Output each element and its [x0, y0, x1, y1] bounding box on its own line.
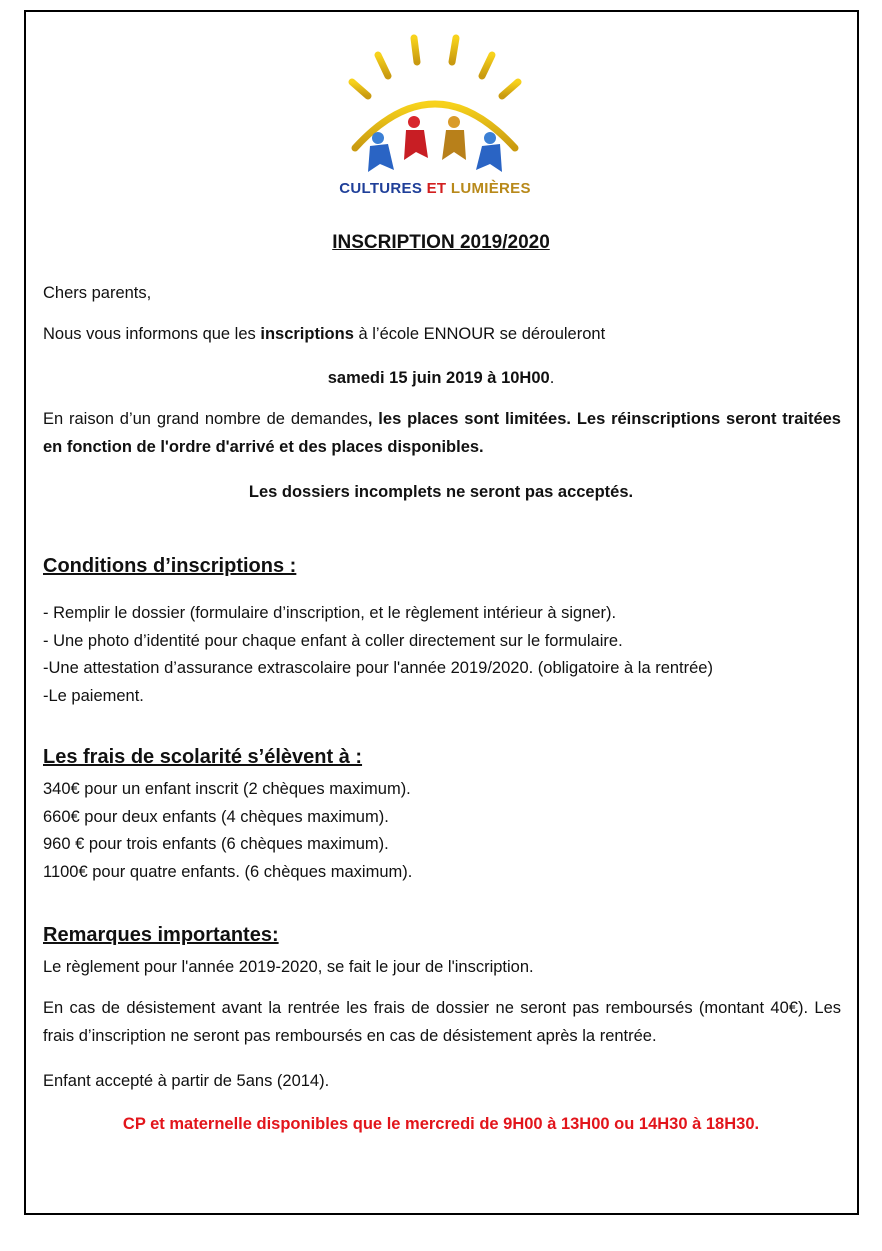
list-item: - Remplir le dossier (formulaire d’inscription, et le règlement intérieur à signer).	[43, 604, 617, 622]
fees-list	[43, 776, 841, 886]
remarks-heading: Remarques importantes:	[43, 924, 279, 946]
fees-heading: Les frais de scolarité s’élèvent à :	[43, 746, 363, 768]
payment-note: Le règlement pour l'année 2019-2020, se fait le jour de l'inscription.	[43, 958, 534, 976]
list-item: 960 € pour trois enfants (6 chèques maximum).	[43, 835, 389, 853]
conditions-list	[43, 600, 841, 710]
withdrawal-note: En cas de désistement avant la rentrée les frais de dossier ne seront pas remboursés (montant 40€). Les frais d’inscription ne seront pas remboursés en cas de désistement après la rentrée.	[43, 999, 841, 1045]
age-note: Enfant accepté à partir de 5ans (2014).	[43, 1072, 330, 1090]
list-item: - Une photo d’identité pour chaque enfant à coller directement sur le formulaire.	[43, 631, 623, 650]
page-title: INSCRIPTION 2019/2020	[332, 232, 550, 253]
schedule-note: CP et maternelle disponibles que le mercredi de 9H00 à 13H00 ou 14H30 à 18H30.	[122, 1115, 760, 1133]
list-item: -Le paiement.	[43, 686, 144, 705]
greeting: Chers parents,	[43, 284, 152, 302]
school-logo	[330, 30, 540, 210]
list-item: 340€ pour un enfant inscrit (2 chèques maximum).	[43, 780, 411, 798]
list-item: 660€ pour deux enfants (4 chèques maximum).	[43, 807, 389, 826]
conditions-heading: Conditions d’inscriptions :	[43, 555, 297, 577]
incomplete-notice: Les dossiers incomplets ne seront pas acceptés.	[248, 483, 634, 501]
list-item: 1100€ pour quatre enfants. (6 chèques maximum).	[43, 862, 413, 881]
intro-paragraph: Nous vous informons que les inscriptions à l’école ENNOUR se dérouleront	[43, 325, 606, 343]
sun-children-icon	[330, 30, 540, 180]
list-item: -Une attestation d’assurance extrascolaire pour l'année 2019/2020. (obligatoire à la rentrée)	[43, 659, 713, 677]
logo-wordmark: CULTURES ET LUMIÈRES	[339, 180, 531, 197]
limits-paragraph: En raison d’un grand nombre de demandes, les places sont limitées. Les réinscriptions seront traitées en fonction de l'ordre d'arrivé et des places disponibles.	[43, 410, 841, 456]
date-line: samedi 15 juin 2019 à 10H00.	[327, 369, 555, 387]
